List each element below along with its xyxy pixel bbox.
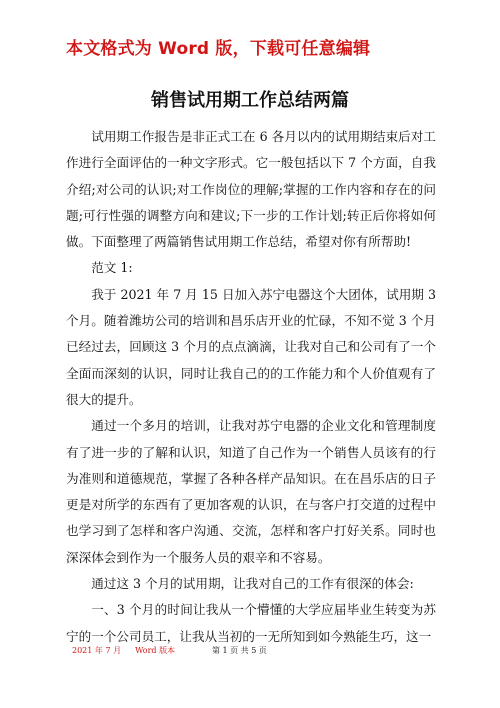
- page-footer: [66, 644, 436, 658]
- body-paragraph: 我于 2021 年 7 月 15 日加入苏宁电器这个大团体，试用期 3 个月。随着潍坊公司的培训和昌乐店开业的忙碌，不知不觉 3 个月已经过去，回顾这 3 个月的点点滴滴，让我对自己和公司有了一个全面而深刻的认识，同时让我自己的的工作能力和个人价值观有了很大的提升。: [66, 286, 436, 407]
- footer-format: Word 版本: [135, 646, 176, 655]
- footer-date: 2021 年 7 月: [72, 646, 122, 655]
- document-body: [66, 124, 436, 650]
- body-paragraph: 通过这 3 个月的试用期，让我对自己的工作有很深的体会:: [91, 576, 414, 592]
- format-banner: 本文格式为 Word 版，下载可任意编辑: [66, 39, 371, 59]
- footer-left: [72, 644, 189, 658]
- sample-heading: 范文 1:: [91, 260, 133, 276]
- document-title: 销售试用期工作总结两篇: [151, 90, 349, 111]
- footer-page-info: 第 1 页 共 5 页: [212, 646, 267, 655]
- body-paragraph: 通过一个多月的培训，让我对苏宁电器的企业文化和管理制度有了进一步的了解和认识，知道了自己作为一个销售人员该有的行为准则和道德规范，掌握了各种各样产品知识。在在昌乐店的日子更是对所学的东西有了更加客观的认识，在与客户打交道的过程中也学习到了怎样和客户沟通、交流，怎样和客户打好关系。同时也深深体会到作为一个服务人员的艰辛和不容易。: [66, 418, 436, 565]
- intro-paragraph: 试用期工作报告是非正式工在 6 各月以内的试用期结束后对工作进行全面评估的一种文字形式。它一般包括以下 7 个方面，自我介绍;对公司的认识;对工作岗位的理解;掌握的工作内容和存在的问题;可行性强的调整方向和建议;下一步的工作计划;转正后你将如何做。下面整理了两篇销售试用期工作总结，希望对你有所帮助!: [66, 129, 436, 250]
- body-paragraph: 一、3 个月的时间让我从一个懵懂的大学应届毕业生转变为苏宁的一个公司员工，让我从当初的一无所知到如今熟能生巧，这一: [66, 602, 436, 644]
